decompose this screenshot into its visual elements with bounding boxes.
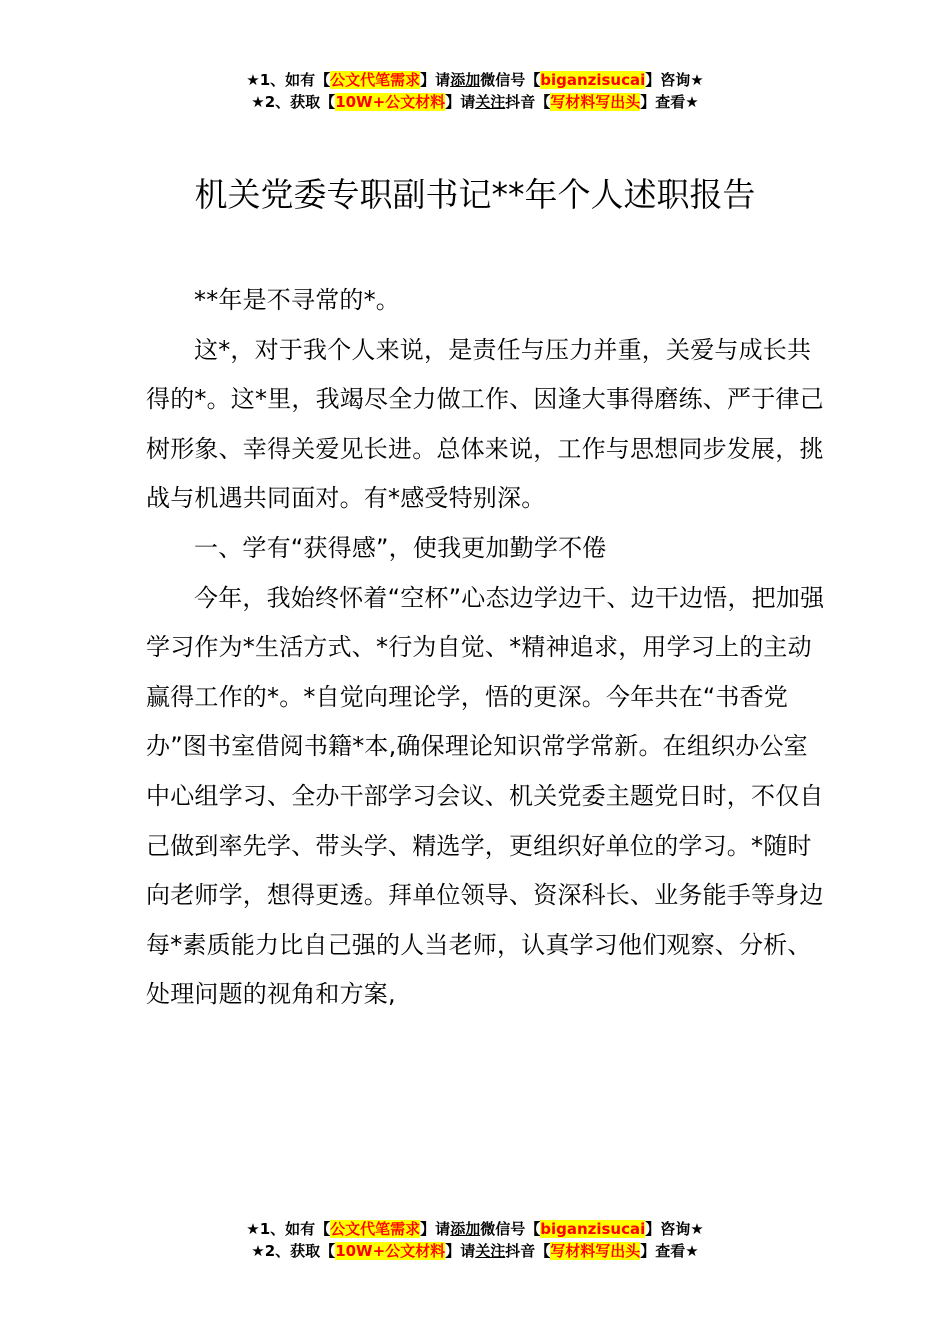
banner-highlight: 10W+公文材料 bbox=[335, 1242, 446, 1260]
banner-underline: 添加 bbox=[450, 1220, 481, 1238]
banner-highlight: biganzisucai bbox=[540, 71, 646, 89]
paragraph-study: 今年，我始终怀着“空杯”心态边学边干、边干边悟，把加强学习作为*生活方式、*行为自觉、*精神追求，用学习上的主动赢得工作的*。*自觉向理论学，悟的更深。今年共在“书香党办”图书室借阅书籍*本,确保理论知识常学常新。在组织办公室中心组学习、全办干部学习会议、机关党委主题党日时，不仅自己做到率先学、带头学、精选学，更组织好单位的学习。*随时向老师学，想得更透。拜单位领导、资深科长、业务能手等身边每*素质能力比自己强的人当老师，认真学习他们观察、分析、处理问题的视角和方案, bbox=[146, 583, 825, 1009]
banner-line-2 bbox=[0, 1240, 950, 1262]
document-body bbox=[146, 276, 832, 1020]
banner-text: 】查看★ bbox=[640, 1242, 699, 1260]
banner-text: 】咨询★ bbox=[645, 1220, 704, 1238]
banner-text: 微信号【 bbox=[480, 71, 541, 89]
banner-text: 】请 bbox=[445, 1242, 476, 1260]
banner-highlight: 写材料写出头 bbox=[550, 1242, 641, 1260]
banner-text: 抖音【 bbox=[505, 1242, 551, 1260]
banner-underline: 关注 bbox=[475, 1242, 506, 1260]
banner-text: 】咨询★ bbox=[645, 71, 704, 89]
footer-banner bbox=[0, 1218, 950, 1262]
banner-text: ★1、如有【 bbox=[246, 71, 331, 89]
banner-text: 】请 bbox=[445, 93, 476, 111]
banner-line-1 bbox=[0, 69, 950, 91]
banner-highlight: 公文代笔需求 bbox=[330, 71, 421, 89]
banner-line-2 bbox=[0, 91, 950, 113]
banner-highlight: 公文代笔需求 bbox=[330, 1220, 421, 1238]
header-banner bbox=[0, 69, 950, 113]
paragraph-overview: 这*，对于我个人来说，是责任与压力并重，关爱与成长共得的*。这*里，我竭尽全力做工作、因逢大事得磨练、严于律己树形象、幸得关爱见长进。总体来说，工作与思想同步发展，挑战与机遇共同面对。有*感受特别深。 bbox=[146, 335, 824, 513]
banner-highlight: 写材料写出头 bbox=[550, 93, 641, 111]
banner-highlight: 10W+公文材料 bbox=[335, 93, 446, 111]
banner-text: 抖音【 bbox=[505, 93, 551, 111]
document-title: 机关党委专职副书记**年个人述职报告 bbox=[194, 175, 756, 214]
banner-text: 】请 bbox=[420, 1220, 451, 1238]
banner-underline: 关注 bbox=[475, 93, 506, 111]
banner-text: 微信号【 bbox=[480, 1220, 541, 1238]
banner-line-1 bbox=[0, 1218, 950, 1240]
banner-text: 】查看★ bbox=[640, 93, 699, 111]
paragraph-intro: **年是不寻常的*。 bbox=[194, 286, 400, 314]
banner-text: ★2、获取【 bbox=[251, 93, 336, 111]
banner-underline: 添加 bbox=[450, 71, 481, 89]
section-heading-1: 一、学有“获得感”，使我更加勤学不倦 bbox=[194, 533, 607, 562]
banner-text: ★1、如有【 bbox=[246, 1220, 331, 1238]
banner-text: ★2、获取【 bbox=[251, 1242, 336, 1260]
banner-text: 】请 bbox=[420, 71, 451, 89]
banner-highlight: biganzisucai bbox=[540, 1220, 646, 1238]
